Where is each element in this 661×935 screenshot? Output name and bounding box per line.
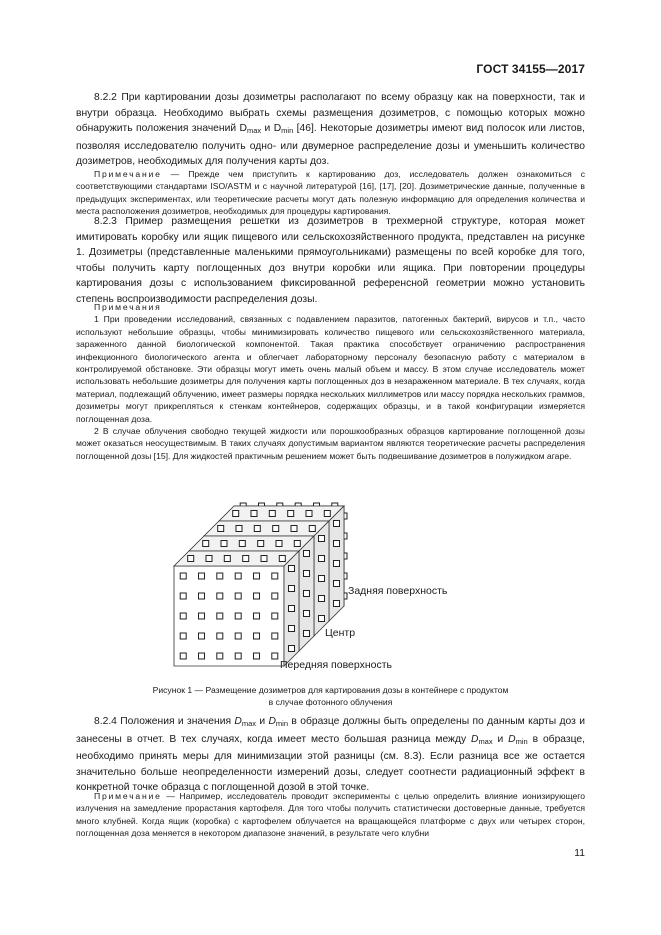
label-back-surface: Задняя поверхность: [348, 585, 448, 597]
dosimeter-mark: [304, 631, 310, 637]
dosimeter-mark: [235, 593, 241, 599]
dosimeter-mark: [180, 593, 186, 599]
dosimeter-mark: [289, 566, 295, 572]
dosimeter-mark: [236, 526, 242, 532]
dosimeter-mark: [188, 556, 194, 562]
notes-block: [76, 301, 585, 462]
dosimeter-mark: [199, 593, 205, 599]
dosimeter-mark: [199, 653, 205, 659]
dosimeter-mark: [291, 526, 297, 532]
dosimeter-cube-figure: [150, 476, 470, 676]
dosimeter-mark: [199, 633, 205, 639]
dosimeter-mark: [251, 511, 257, 517]
dosimeter-mark: [334, 601, 340, 607]
face-front-front: [174, 566, 284, 666]
note-1: Примечание — Прежде чем приступить к картированию доз, исследователь должен ознакомиться с соответствующими стандартами ISO/ASTM и с научной литературой [16], [17], [20]. Дозиметрические данные, полученные в предыдущих экспериментах, или теоретические расчеты могут дать полезную информацию для определения количества и места расположения дозиметров, необходимых для процедуры картирования.: [76, 169, 585, 217]
dosimeter-mark: [217, 613, 223, 619]
dosimeter-mark: [243, 556, 249, 562]
figure-caption: Рисунок 1 — Размещение дозиметров для картирования дозы в контейнере с продуктом в случае фотонного облучения: [152, 685, 509, 708]
dosimeter-mark: [180, 573, 186, 579]
dosimeter-mark: [206, 556, 212, 562]
dosimeter-mark: [235, 633, 241, 639]
dosimeter-mark: [334, 521, 340, 527]
dosimeter-mark: [319, 596, 325, 602]
dosimeter-mark: [319, 616, 325, 622]
dosimeter-mark: [319, 536, 325, 542]
label-center: Центр: [325, 627, 356, 639]
dosimeter-mark: [304, 611, 310, 617]
dosimeter-mark: [272, 613, 278, 619]
cube-drawing: [174, 503, 347, 666]
dosimeter-mark: [235, 573, 241, 579]
dosimeter-mark: [217, 653, 223, 659]
dosimeter-mark: [261, 556, 267, 562]
dosimeter-mark: [221, 541, 227, 547]
dosimeter-mark: [254, 653, 260, 659]
note-item-1: 1 При проведении исследований, связанных с подавлением паразитов, патогенных бактерий, вирусов и т.п., часто используют небольшие образцы, чтобы минимизировать количество пищевого или сельскохозяйственного материала, зараженного данной биологической компонентой. Такая практика способствует ограничению распространения инфекционного биологического агента и облегчает лабораторному персоналу безопасную работу с материалом в контролируемой обстановке. Эти образцы могут иметь очень малый объем и массу. В этом случае исследователь может использовать небольшие дозиметры для получения карты поглощенных доз в незараженном материале. В тех случаях, когда материал, подлежащий облучению, имеет размеры порядка нескольких миллиметров или массу порядка нескольких граммов, дозиметры могут прикрепляться к стенкам контейнеров, содержащих образцы, и в такой конфигурации измеряется поглощенная доза.: [76, 314, 585, 424]
dosimeter-mark: [273, 526, 279, 532]
dosimeter-mark: [254, 526, 260, 532]
dosimeter-mark: [324, 511, 330, 517]
dosimeter-mark: [217, 573, 223, 579]
dosimeter-mark: [254, 593, 260, 599]
notes-title: Примечания: [94, 302, 162, 312]
dosimeter-mark: [304, 591, 310, 597]
dosimeter-mark: [334, 541, 340, 547]
dosimeter-mark: [319, 556, 325, 562]
dosimeter-mark: [199, 573, 205, 579]
dosimeter-mark: [180, 633, 186, 639]
dosimeter-mark: [254, 573, 260, 579]
dosimeter-mark: [319, 576, 325, 582]
dosimeter-mark: [224, 556, 230, 562]
dosimeter-mark: [334, 581, 340, 587]
dosimeter-mark: [276, 541, 282, 547]
dosimeter-mark: [306, 511, 312, 517]
dosimeter-mark: [217, 593, 223, 599]
dosimeter-mark: [279, 556, 285, 562]
dosimeter-mark: [272, 593, 278, 599]
dosimeter-mark: [289, 606, 295, 612]
dosimeter-mark: [203, 541, 209, 547]
standard-header: ГОСТ 34155—2017: [476, 62, 585, 76]
dosimeter-mark: [218, 526, 224, 532]
dosimeter-mark: [258, 541, 264, 547]
dosimeter-mark: [254, 633, 260, 639]
dosimeter-mark: [309, 526, 315, 532]
note-item-2: 2 В случае облучения свободно текущей жидкости или порошкообразных образцов картирование поглощенной дозы может оказаться неосуществимым. В таких случаях допустимым вариантом являются теоретические расчеты распределения поглощенной дозы [15]. Для жидкостей практичным решением может быть подвешивание дозиметров в полужидком агаре.: [76, 426, 585, 461]
dosimeter-mark: [294, 541, 300, 547]
dosimeter-mark: [289, 626, 295, 632]
dosimeter-mark: [334, 561, 340, 567]
dosimeter-mark: [180, 613, 186, 619]
paragraph-8-2-3: 8.2.3 Пример размещения решетки из дозиметров в трехмерной структуре, которая может имитировать коробку или ящик пищевого или сельскохозяйственного продукта, представлен на рисунке 1. Дозиметры (представленные маленькими прямоугольниками) размещены по всей коробке для того, чтобы получить карту поглощенных доз внутри коробки или ящика. При повторении процедуры картирования дозы с использованием фиксированной референсной геометрии можно установить степень воспроизводимости распределения дозы.: [76, 216, 585, 305]
dosimeter-mark: [272, 573, 278, 579]
dosimeter-mark: [254, 613, 260, 619]
dosimeter-mark: [239, 541, 245, 547]
dosimeter-mark: [272, 653, 278, 659]
label-front-surface: Передняя поверхность: [280, 659, 393, 671]
dosimeter-mark: [272, 633, 278, 639]
dosimeter-mark: [304, 551, 310, 557]
dosimeter-mark: [288, 511, 294, 517]
dosimeter-mark: [235, 613, 241, 619]
paragraph-8-2-2: 8.2.2 При картировании дозы дозиметры располагают по всему образцу как на поверхности, так и внутри образца. Необходимо выбрать схемы размещения дозиметров, с помощью которых можно обнаружить положения значений $D_{max}$ и $D_{min}$ [46]. Некоторые дозиметры имеют вид полосок или листов, позволяя исследователю получить одно- или двумерное распределение дозы и уменьшить количество дозиметров, необходимых для получения карты доз.: [76, 92, 585, 167]
dosimeter-mark: [289, 586, 295, 592]
dosimeter-mark: [289, 646, 295, 652]
page-number: 11: [574, 848, 585, 859]
paragraph-8-2-4: 8.2.4 Положения и значения $D_{max}$ и $D_{min}$ в образце должны быть определены по данным карты доз и занесены в отчет. В тех случаях, когда имеет место большая разница между $D_{max}$ и $D_{min}$ в образце, необходимо принять меры для минимизации этой разницы (см. 8.3). Если разница все же остается значительно больше неопределенности измерений дозы, следует соотнести радиационный эффект в конкретной точке образца с поглощенной дозой в этой точке.: [76, 716, 585, 793]
dosimeter-mark: [235, 653, 241, 659]
dosimeter-mark: [180, 653, 186, 659]
dosimeter-mark: [304, 571, 310, 577]
dosimeter-mark: [217, 633, 223, 639]
dosimeter-mark: [199, 613, 205, 619]
dosimeter-mark: [233, 511, 239, 517]
dosimeter-mark: [269, 511, 275, 517]
note-3: Примечание — Например, исследователь проводит эксперименты с целью определить влияние ионизирующего излучения на замедление прорастания картофеля. Для того чтобы получить статистически достоверные данные, требуется много клубней. Когда ящик (коробка) с картофелем облучается на вращающейся платформе с двух или четырех сторон, поглощенная доза меняется в некотором диапазоне значений, в результате чего клубни: [76, 791, 585, 839]
